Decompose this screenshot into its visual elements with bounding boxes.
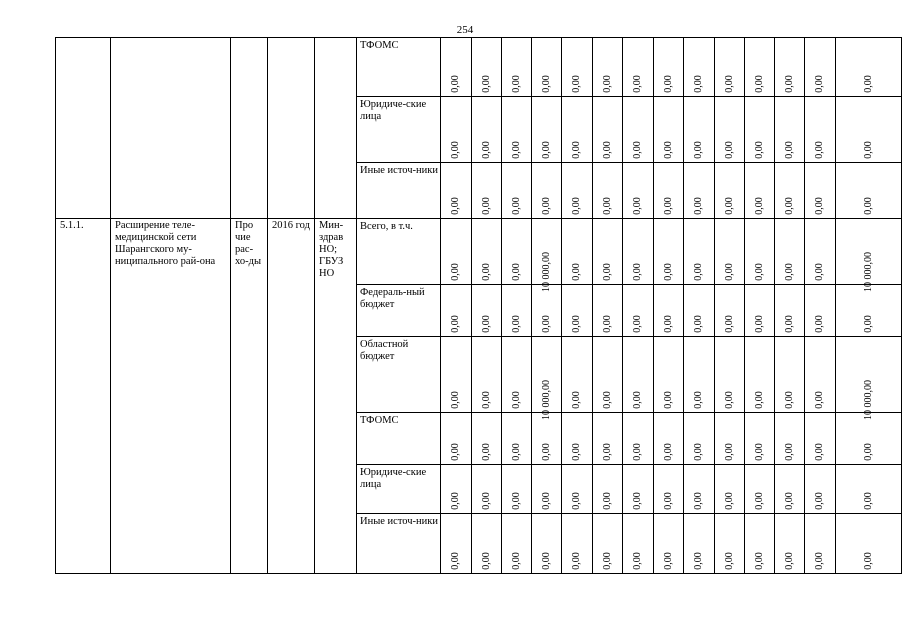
funding-source-label: Юридиче-ские лица [360, 467, 427, 490]
value-text: 0,00 [753, 197, 765, 215]
value-text: 0,00 [601, 391, 613, 409]
value-cell [623, 163, 654, 219]
funding-source-label: Федераль-ный бюджет [360, 287, 425, 310]
value-text: 0,00 [601, 315, 613, 333]
value-text: 0,00 [601, 263, 613, 281]
value-text: 0,00 [540, 443, 552, 461]
value-cell [532, 413, 562, 465]
expense-type: Про чие рас-хо-ды [235, 220, 261, 267]
value-cell [593, 337, 623, 413]
value-text: 0,00 [510, 552, 522, 570]
funding-source-label: Юридиче-ские лица [360, 99, 427, 122]
value-cell [805, 163, 836, 219]
value-text: 0,00 [814, 141, 825, 159]
value-cell [805, 97, 836, 163]
value-text: 10 000,00 [540, 380, 552, 420]
value-cell [502, 413, 532, 465]
funding-source-cell [357, 38, 441, 97]
value-cell [775, 163, 805, 219]
value-cell [836, 413, 902, 465]
value-cell [472, 285, 502, 337]
value-cell [836, 514, 902, 574]
value-text: 0,00 [723, 492, 735, 510]
value-text: 0,00 [540, 141, 552, 159]
value-text: 0,00 [693, 263, 704, 281]
value-cell [654, 465, 684, 514]
value-text: 0,00 [450, 141, 461, 159]
value-text: 0,00 [540, 492, 552, 510]
value-text: 0,00 [693, 391, 704, 409]
value-text: 0,00 [540, 315, 552, 333]
value-cell [441, 38, 472, 97]
value-text: 10 000,00 [862, 252, 874, 292]
value-text: 0,00 [783, 492, 795, 510]
measure-executor-cell [315, 219, 357, 574]
value-cell [502, 514, 532, 574]
value-cell [836, 38, 902, 97]
value-text: 0,00 [450, 552, 461, 570]
value-text: 0,00 [632, 315, 643, 333]
value-text: 0,00 [540, 197, 552, 215]
value-cell [654, 163, 684, 219]
value-text: 0,00 [632, 391, 643, 409]
value-cell [715, 413, 745, 465]
value-text: 0,00 [753, 391, 765, 409]
value-text: 0,00 [510, 197, 522, 215]
value-cell [654, 219, 684, 285]
value-text: 0,00 [693, 315, 704, 333]
value-cell [532, 219, 562, 292]
value-text: 0,00 [814, 391, 825, 409]
value-text: 0,00 [632, 443, 643, 461]
value-text: 0,00 [814, 492, 825, 510]
value-cell [654, 97, 684, 163]
value-text: 0,00 [480, 315, 492, 333]
value-text: 0,00 [814, 552, 825, 570]
value-cell [684, 163, 715, 219]
value-cell [593, 219, 623, 285]
value-cell [623, 219, 654, 285]
funding-source-cell [357, 465, 441, 514]
value-text: 0,00 [814, 315, 825, 333]
value-cell [715, 285, 745, 337]
value-cell [623, 38, 654, 97]
value-text: 0,00 [662, 197, 674, 215]
value-text: 0,00 [662, 315, 674, 333]
value-cell [836, 163, 902, 219]
value-cell [684, 219, 715, 285]
funding-source-label: ТФОМС [360, 40, 399, 51]
value-cell [441, 413, 472, 465]
measure-code: 5.1.1. [60, 220, 84, 231]
value-cell [745, 337, 775, 413]
value-cell [562, 219, 593, 285]
value-text: 0,00 [601, 141, 613, 159]
value-text: 0,00 [862, 315, 874, 333]
value-cell [593, 413, 623, 465]
value-cell [745, 413, 775, 465]
value-text: 0,00 [783, 141, 795, 159]
value-text: 0,00 [571, 263, 582, 281]
value-text: 0,00 [632, 263, 643, 281]
value-cell [775, 38, 805, 97]
value-text: 0,00 [510, 263, 522, 281]
funding-source-cell [357, 413, 441, 465]
page-number: 254 [456, 24, 474, 36]
value-cell [775, 465, 805, 514]
value-cell [775, 413, 805, 465]
value-cell [684, 337, 715, 413]
value-text: 0,00 [862, 75, 874, 93]
value-text: 0,00 [862, 197, 874, 215]
value-cell [623, 97, 654, 163]
value-cell [532, 38, 562, 97]
value-cell [562, 38, 593, 97]
measure-name: Расширение теле-медицинской сети Шарангского му-ниципального рай-она [115, 220, 216, 267]
value-text: 10 000,00 [862, 380, 874, 420]
value-text: 0,00 [693, 141, 704, 159]
value-text: 0,00 [662, 263, 674, 281]
value-text: 0,00 [540, 552, 552, 570]
value-cell [502, 38, 532, 97]
value-text: 0,00 [723, 75, 735, 93]
value-text: 0,00 [540, 75, 552, 93]
measure-year-cell [268, 219, 315, 574]
value-text: 10 000,00 [540, 252, 552, 292]
value-text: 0,00 [571, 443, 582, 461]
value-cell [715, 514, 745, 574]
value-cell [502, 337, 532, 413]
value-cell [745, 219, 775, 285]
value-text: 0,00 [571, 197, 582, 215]
value-text: 0,00 [662, 552, 674, 570]
value-cell [532, 514, 562, 574]
value-cell [593, 97, 623, 163]
empty-cell [56, 38, 111, 219]
value-text: 0,00 [480, 141, 492, 159]
value-text: 0,00 [571, 75, 582, 93]
value-text: 0,00 [723, 552, 735, 570]
value-text: 0,00 [662, 75, 674, 93]
value-cell [654, 285, 684, 337]
value-cell [836, 97, 902, 163]
value-text: 0,00 [480, 263, 492, 281]
value-text: 0,00 [862, 492, 874, 510]
value-text: 0,00 [693, 552, 704, 570]
value-text: 0,00 [753, 263, 765, 281]
value-cell [775, 337, 805, 413]
value-cell [472, 465, 502, 514]
value-text: 0,00 [632, 141, 643, 159]
value-cell [684, 514, 715, 574]
expense-type-cell [231, 219, 268, 574]
measure-year: 2016 год [272, 220, 310, 231]
value-cell [502, 285, 532, 337]
value-text: 0,00 [862, 141, 874, 159]
value-text: 0,00 [814, 75, 825, 93]
value-cell [623, 285, 654, 337]
value-text: 0,00 [783, 75, 795, 93]
value-cell [715, 465, 745, 514]
value-cell [502, 163, 532, 219]
value-cell [715, 163, 745, 219]
value-cell [593, 163, 623, 219]
value-cell [562, 413, 593, 465]
value-text: 0,00 [814, 443, 825, 461]
value-text: 0,00 [480, 75, 492, 93]
value-text: 0,00 [783, 391, 795, 409]
value-text: 0,00 [632, 197, 643, 215]
value-text: 0,00 [601, 552, 613, 570]
value-text: 0,00 [480, 197, 492, 215]
table-row [56, 219, 902, 285]
value-cell [654, 38, 684, 97]
value-cell [562, 163, 593, 219]
budget-table [55, 37, 902, 574]
value-text: 0,00 [571, 552, 582, 570]
value-text: 0,00 [450, 443, 461, 461]
value-text: 0,00 [723, 443, 735, 461]
value-cell [532, 285, 562, 337]
value-cell [532, 337, 562, 420]
value-cell [472, 97, 502, 163]
value-text: 0,00 [601, 197, 613, 215]
value-text: 0,00 [480, 492, 492, 510]
value-cell [562, 465, 593, 514]
value-cell [562, 337, 593, 413]
value-text: 0,00 [662, 391, 674, 409]
value-text: 0,00 [601, 75, 613, 93]
funding-source-cell [357, 285, 441, 337]
value-text: 0,00 [753, 75, 765, 93]
value-cell [472, 163, 502, 219]
value-text: 0,00 [723, 263, 735, 281]
measure-executor: Мин-здрав НО; ГБУЗ НО [319, 220, 344, 279]
value-cell [441, 337, 472, 413]
value-text: 0,00 [662, 141, 674, 159]
value-cell [441, 465, 472, 514]
value-cell [775, 285, 805, 337]
value-cell [472, 219, 502, 285]
value-cell [502, 97, 532, 163]
funding-source-label: Областной бюджет [360, 339, 409, 362]
value-cell [684, 38, 715, 97]
value-text: 0,00 [510, 492, 522, 510]
value-cell [745, 97, 775, 163]
value-text: 0,00 [693, 75, 704, 93]
value-text: 0,00 [662, 492, 674, 510]
value-text: 0,00 [510, 315, 522, 333]
value-cell [836, 465, 902, 514]
value-cell [593, 285, 623, 337]
value-text: 0,00 [753, 492, 765, 510]
value-cell [775, 97, 805, 163]
value-cell [805, 337, 836, 413]
value-text: 0,00 [783, 443, 795, 461]
value-cell [532, 163, 562, 219]
empty-cell [315, 38, 357, 219]
value-text: 0,00 [862, 552, 874, 570]
value-cell [623, 413, 654, 465]
value-cell [472, 514, 502, 574]
value-text: 0,00 [753, 552, 765, 570]
measure-name-cell [111, 219, 231, 574]
value-cell [441, 163, 472, 219]
value-text: 0,00 [753, 315, 765, 333]
value-text: 0,00 [723, 141, 735, 159]
value-cell [593, 465, 623, 514]
empty-cell [111, 38, 231, 219]
value-cell [684, 97, 715, 163]
value-text: 0,00 [480, 552, 492, 570]
value-cell [502, 219, 532, 285]
value-cell [623, 514, 654, 574]
value-cell [684, 285, 715, 337]
value-text: 0,00 [510, 391, 522, 409]
value-text: 0,00 [450, 75, 461, 93]
value-cell [441, 514, 472, 574]
value-text: 0,00 [510, 141, 522, 159]
value-cell [805, 38, 836, 97]
value-text: 0,00 [723, 197, 735, 215]
value-text: 0,00 [571, 391, 582, 409]
value-text: 0,00 [450, 197, 461, 215]
value-cell [715, 38, 745, 97]
value-cell [745, 38, 775, 97]
value-cell [562, 514, 593, 574]
value-text: 0,00 [632, 75, 643, 93]
value-cell [775, 219, 805, 285]
value-text: 0,00 [814, 197, 825, 215]
value-text: 0,00 [601, 443, 613, 461]
value-text: 0,00 [480, 443, 492, 461]
value-text: 0,00 [783, 552, 795, 570]
value-text: 0,00 [632, 552, 643, 570]
value-text: 0,00 [753, 141, 765, 159]
value-text: 0,00 [723, 315, 735, 333]
empty-cell [268, 38, 315, 219]
value-cell [715, 337, 745, 413]
funding-source-label: Иные источ-ники [360, 516, 438, 527]
value-cell [805, 514, 836, 574]
funding-source-cell [357, 97, 441, 163]
value-text: 0,00 [723, 391, 735, 409]
value-cell [441, 219, 472, 285]
value-cell [745, 465, 775, 514]
value-text: 0,00 [450, 391, 461, 409]
value-cell [836, 337, 902, 420]
value-text: 0,00 [783, 197, 795, 215]
value-cell [654, 514, 684, 574]
value-text: 0,00 [601, 492, 613, 510]
measure-code-cell [56, 219, 111, 574]
value-text: 0,00 [783, 263, 795, 281]
value-text: 0,00 [510, 75, 522, 93]
value-cell [472, 337, 502, 413]
funding-source-cell [357, 514, 441, 574]
value-text: 0,00 [571, 492, 582, 510]
funding-source-cell [357, 337, 441, 413]
value-cell [836, 285, 902, 337]
value-cell [805, 285, 836, 337]
value-cell [715, 219, 745, 285]
value-cell [805, 465, 836, 514]
value-text: 0,00 [753, 443, 765, 461]
value-cell [593, 38, 623, 97]
value-text: 0,00 [450, 263, 461, 281]
value-text: 0,00 [450, 492, 461, 510]
value-cell [745, 285, 775, 337]
funding-source-label: Всего, в т.ч. [360, 221, 413, 232]
value-cell [472, 413, 502, 465]
value-cell [532, 97, 562, 163]
value-text: 0,00 [632, 492, 643, 510]
value-cell [805, 413, 836, 465]
value-cell [715, 97, 745, 163]
value-cell [441, 97, 472, 163]
value-cell [623, 337, 654, 413]
funding-source-label: Иные источ-ники [360, 165, 438, 176]
value-text: 0,00 [571, 315, 582, 333]
value-cell [745, 163, 775, 219]
value-text: 0,00 [783, 315, 795, 333]
funding-source-cell [357, 219, 441, 285]
value-cell [805, 219, 836, 285]
value-text: 0,00 [510, 443, 522, 461]
value-cell [654, 413, 684, 465]
value-text: 0,00 [571, 141, 582, 159]
value-text: 0,00 [662, 443, 674, 461]
value-cell [502, 465, 532, 514]
value-cell [684, 465, 715, 514]
value-text: 0,00 [814, 263, 825, 281]
value-cell [562, 285, 593, 337]
value-text: 0,00 [693, 443, 704, 461]
table-row [56, 38, 902, 97]
value-text: 0,00 [693, 197, 704, 215]
empty-cell [231, 38, 268, 219]
value-cell [562, 97, 593, 163]
value-text: 0,00 [693, 492, 704, 510]
value-cell [654, 337, 684, 413]
value-cell [441, 285, 472, 337]
value-cell [623, 465, 654, 514]
value-text: 0,00 [862, 443, 874, 461]
value-text: 0,00 [450, 315, 461, 333]
funding-source-label: ТФОМС [360, 415, 399, 426]
value-text: 0,00 [480, 391, 492, 409]
value-cell [745, 514, 775, 574]
value-cell [684, 413, 715, 465]
value-cell [775, 514, 805, 574]
value-cell [472, 38, 502, 97]
funding-source-cell [357, 163, 441, 219]
value-cell [836, 219, 902, 292]
value-cell [532, 465, 562, 514]
value-cell [593, 514, 623, 574]
